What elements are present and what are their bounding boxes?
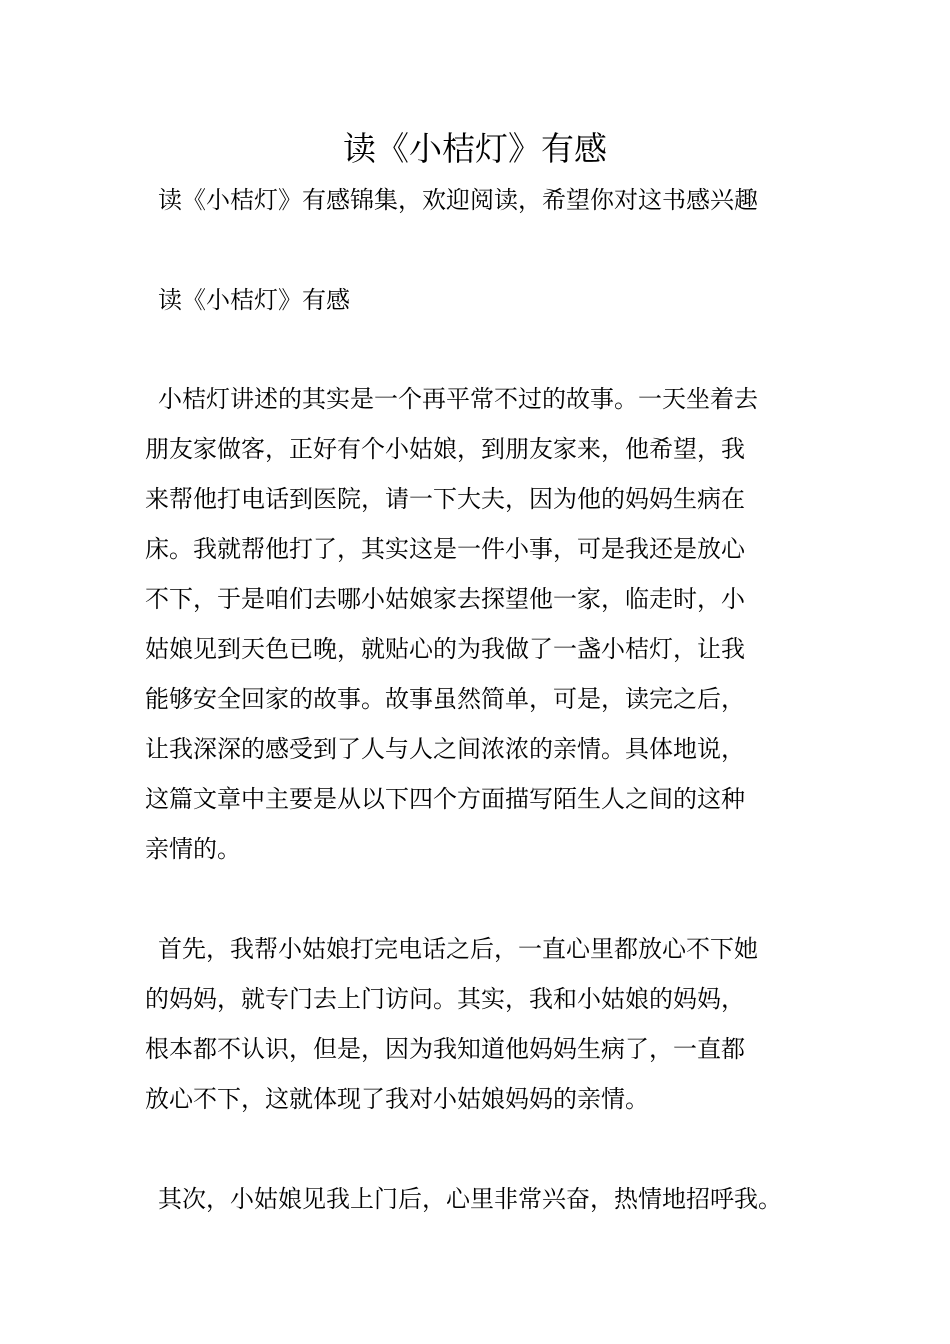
paragraph-2 (0, 924, 950, 1124)
paragraph-line: 床。我就帮他打了，其实这是一件小事，可是我还是放心 (145, 535, 745, 563)
document-title: 读《小桔灯》有感 (343, 129, 607, 168)
paragraph-line: 姑娘见到天色已晚，就贴心的为我做了一盏小桔灯，让我 (145, 635, 745, 663)
paragraph-line: 来帮他打电话到医院，请一下大夫，因为他的妈妈生病在 (145, 485, 745, 513)
document-subtitle: 读《小桔灯》有感锦集，欢迎阅读，希望你对这书感兴趣 (158, 186, 758, 214)
paragraph-line: 不下，于是咱们去哪小姑娘家去探望他一家，临走时，小 (145, 585, 745, 613)
paragraph-line: 根本都不认识，但是，因为我知道他妈妈生病了，一直都 (145, 1035, 745, 1063)
paragraph-line: 亲情的。 (145, 835, 241, 863)
paragraph-3 (0, 1174, 950, 1224)
paragraph-line: 其次，小姑娘见我上门后，心里非常兴奋，热情地招呼我。 (158, 1185, 782, 1213)
paragraph-1 (0, 374, 950, 874)
paragraph-line: 放心不下，这就体现了我对小姑娘妈妈的亲情。 (145, 1085, 649, 1113)
paragraph-line: 让我深深的感受到了人与人之间浓浓的亲情。具体地说， (145, 735, 745, 763)
paragraph-line: 首先，我帮小姑娘打完电话之后，一直心里都放心不下她 (158, 935, 758, 963)
section-heading: 读《小桔灯》有感 (158, 286, 350, 314)
paragraph-line: 能够安全回家的故事。故事虽然简单，可是，读完之后， (145, 685, 745, 713)
paragraph-line: 这篇文章中主要是从以下四个方面描写陌生人之间的这种 (145, 785, 745, 813)
paragraph-line: 小桔灯讲述的其实是一个再平常不过的故事。一天坐着去 (158, 385, 758, 413)
paragraph-line: 的妈妈，就专门去上门访问。其实，我和小姑娘的妈妈， (145, 985, 745, 1013)
paragraph-line: 朋友家做客，正好有个小姑娘，到朋友家来，他希望，我 (145, 435, 745, 463)
